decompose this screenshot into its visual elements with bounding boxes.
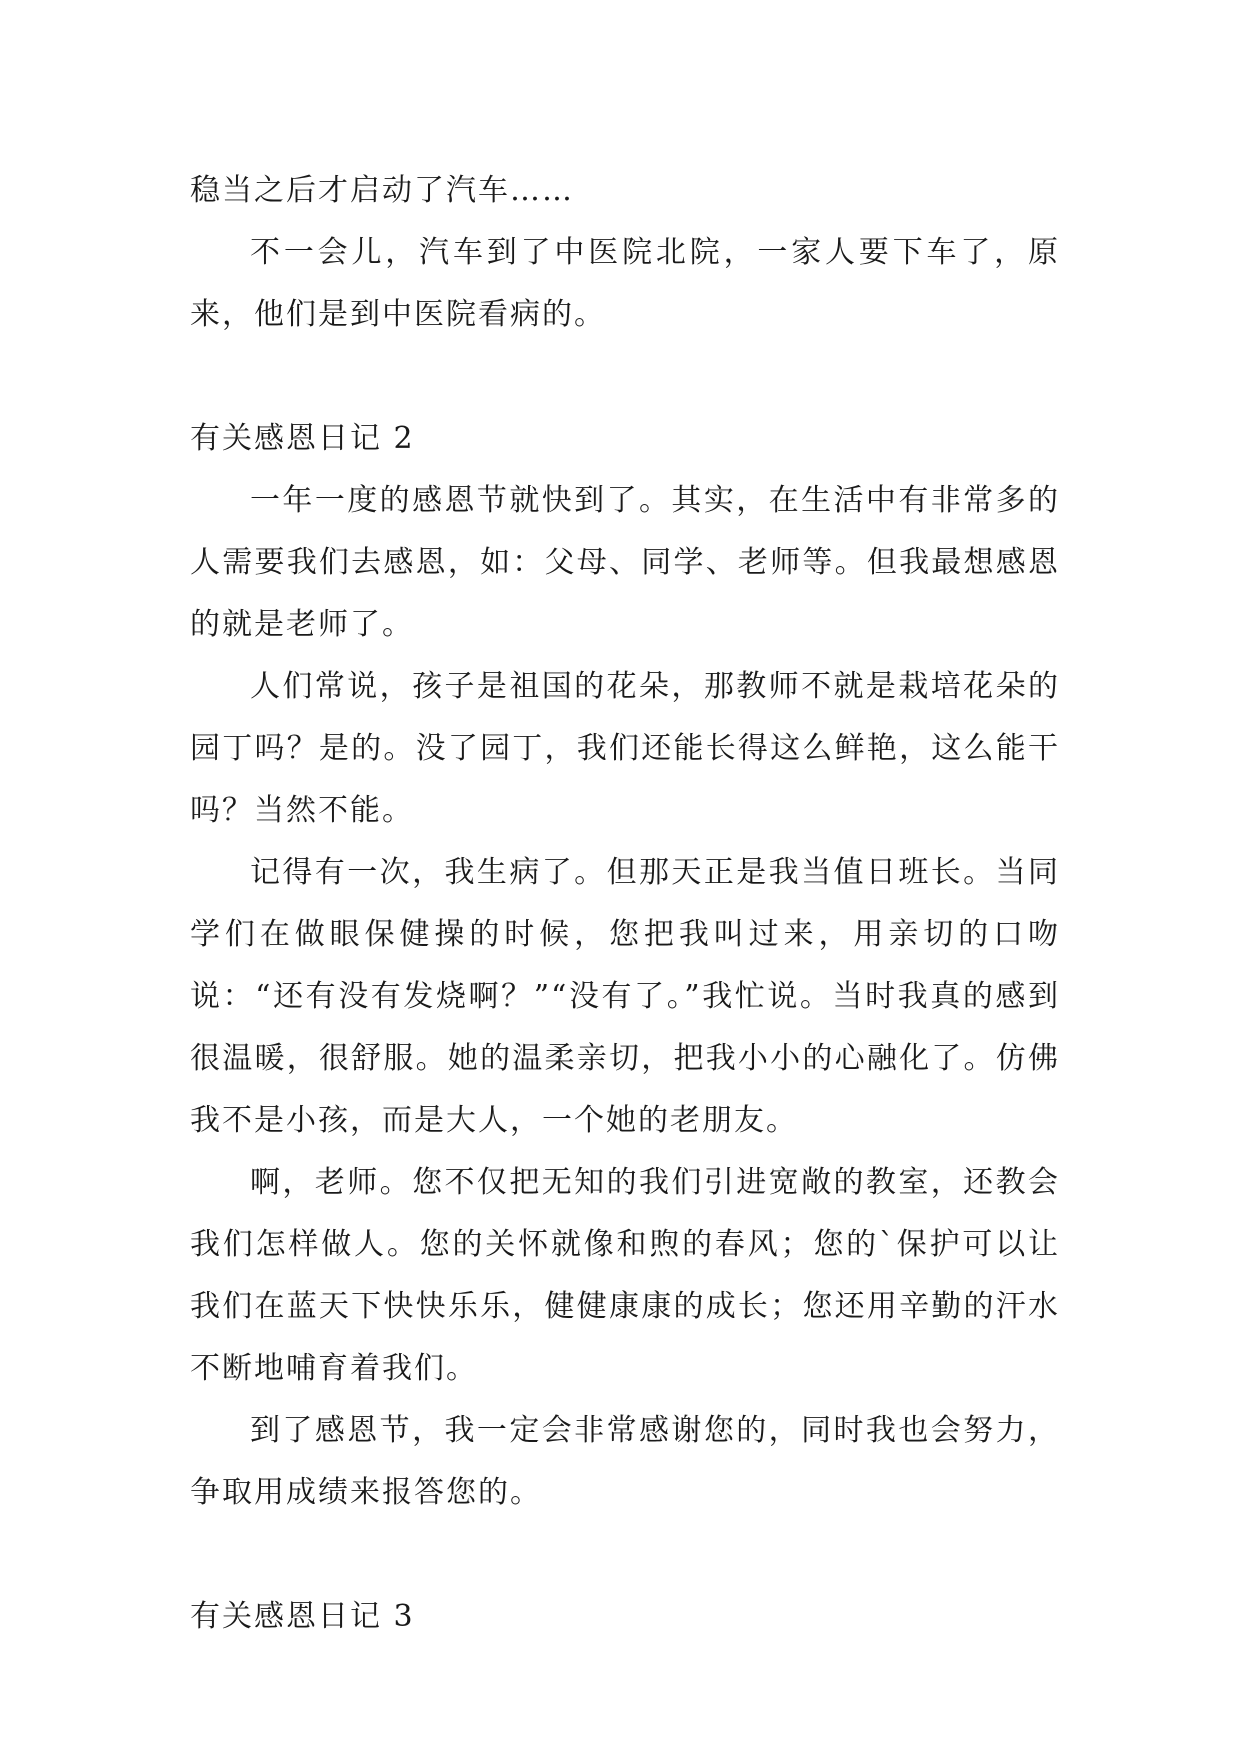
section-title: 有关感恩日记 3 [190,1599,415,1634]
paragraph: 不一会儿，汽车到了中医院北院，一家人要下车了，原来，他们是到中医院看病的。 [190,235,1060,332]
section-gap [190,1524,1060,1586]
paragraph-continued: 稳当之后才启动了汽车…… [190,173,574,208]
document-body [190,160,1060,1648]
section-title: 有关感恩日记 2 [190,421,415,456]
paragraph: 啊，老师。您不仅把无知的我们引进宽敞的教室，还教会我们怎样做人。您的关怀就像和煦的春风；您的`保护可以让我们在蓝天下快快乐乐，健健康康的成长；您还用辛勤的汗水不断地哺育着我们。 [190,1165,1060,1386]
paragraph: 一年一度的感恩节就快到了。其实，在生活中有非常多的人需要我们去感恩，如：父母、同学、老师等。但我最想感恩的就是老师了。 [190,483,1060,642]
paragraph: 到了感恩节，我一定会非常感谢您的，同时我也会努力，争取用成绩来报答您的。 [190,1413,1060,1510]
paragraph: 人们常说，孩子是祖国的花朵，那教师不就是栽培花朵的园丁吗？是的。没了园丁，我们还能长得这么鲜艳，这么能干吗？当然不能。 [190,669,1060,828]
section-gap [190,346,1060,408]
paragraph: 记得有一次，我生病了。但那天正是我当值日班长。当同学们在做眼保健操的时候，您把我叫过来，用亲切的口吻说：“还有没有发烧啊？”“没有了。”我忙说。当时我真的感到很温暖，很舒服。她的温柔亲切，把我小小的心融化了。仿佛我不是小孩，而是大人，一个她的老朋友。 [190,855,1060,1138]
